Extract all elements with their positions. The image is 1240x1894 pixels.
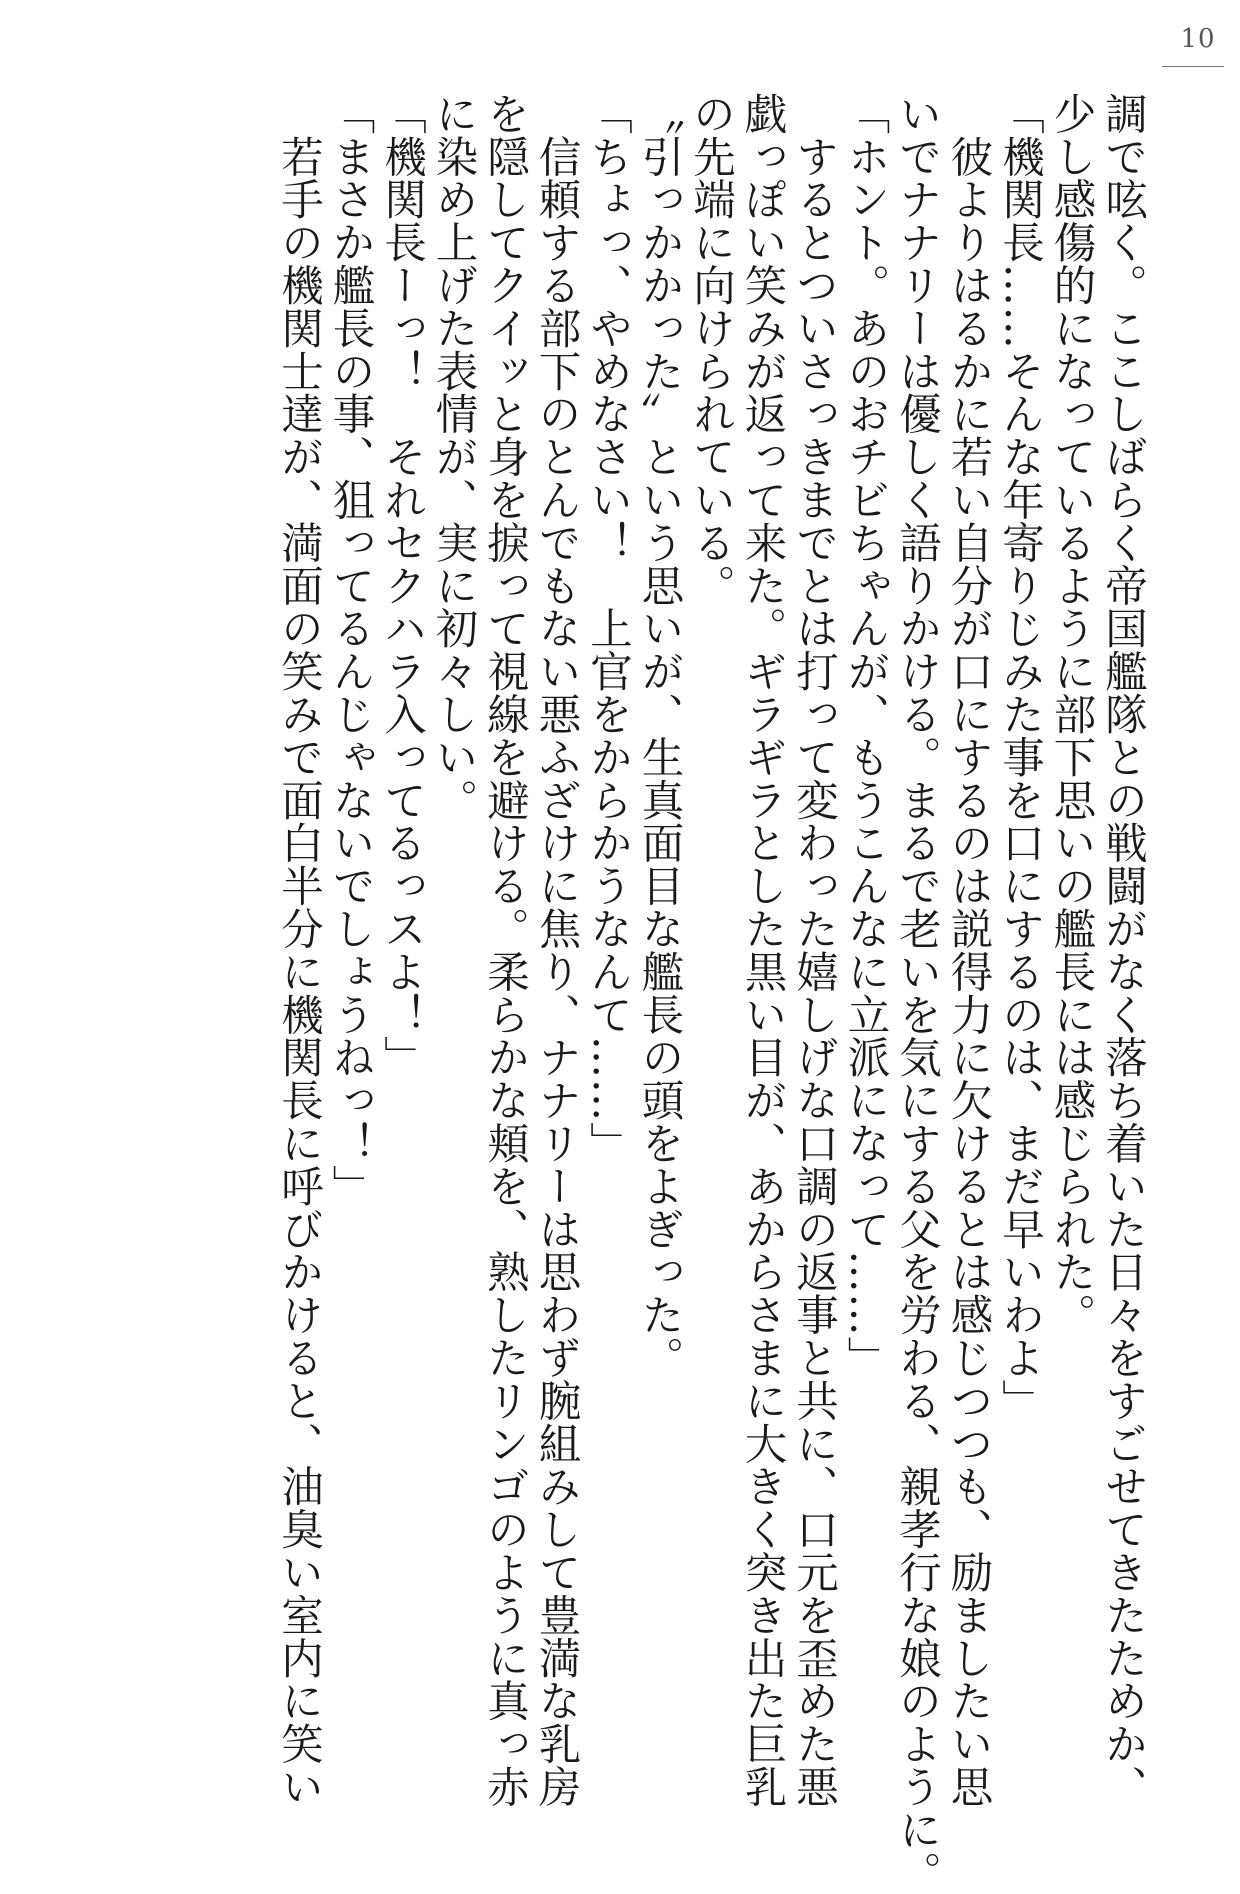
text-line: 調で呟く。ここしばらく帝国艦隊との戦闘がなく落ち着いた日々をすごせてきたためか、 [1098,92,1147,1808]
text-line: するとついさっきまでとは打って変わった嬉しげな口調の返事と共に、口元を歪めた悪 [789,92,838,1809]
text-line: に染め上げた表情が、実に初々しい。 [428,92,478,822]
text-line: 「ちょっ、やめなさい！ 上官をからかうなんて……」 [583,92,632,1165]
text-line: 「機関長ーっ！ それセクハラ入ってるっスよ！」 [377,92,426,1079]
text-line: 「機関長……そんな年寄りじみた事を口にするのは、まだ早いわよ」 [995,92,1044,1422]
text-line: 〝引っかかった〟という思いが、生真面目な艦長の頭をよぎった。 [634,92,684,1379]
text-line: 少し感傷的になっているように部下思いの艦長には感じられた。 [1046,92,1096,1337]
text-line: 彼よりはるかに若い自分が口にするのは説得力に欠けるとは感じつつも、励ましたい思 [943,92,993,1808]
text-line: 若手の機関士達が、満面の笑みで面白半分に機関長に呼びかけると、油臭い室内に笑い [274,92,323,1808]
text-line: を隠してクイッと身を捩って視線を避ける。柔らかな頬を、熟したリンゴのように真っ赤 [480,92,529,1808]
text-line: 「まさか艦長の事、狙ってるんじゃないでしょうねっ！」 [325,92,375,1208]
body-text [68,92,1148,1894]
text-line: 戯っぽい笑みが返って来た。ギラギラとした黒い目が、あからさまに大きく突き出た巨乳 [737,92,787,1808]
page-number-rule [1162,66,1224,67]
page-number: 10 [1180,24,1216,54]
text-line: いでナナリーは優しく語りかける。まるで老いを気にする父を労わる、親孝行な娘のように。 [892,92,941,1894]
text-line: の先端に向けられている。 [686,92,735,607]
text-line: 信頼する部下のとんでもない悪ふざけに焦り、ナナリーは思わず腕組みして豊満な乳房 [531,92,581,1808]
text-line: 「ホント。あのおチビちゃんが、もうこんなに立派になって……」 [840,92,890,1379]
